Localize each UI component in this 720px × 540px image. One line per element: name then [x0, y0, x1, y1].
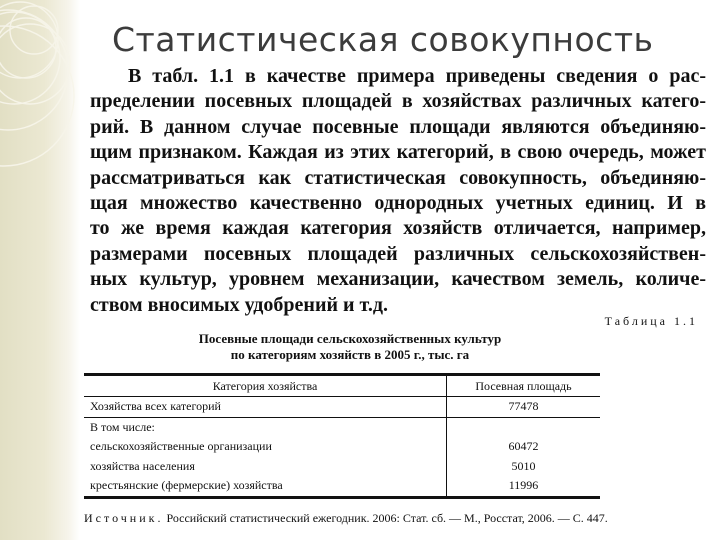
swirl-ornament-icon: [0, 0, 80, 240]
sown-area-table: [84, 373, 600, 499]
category-cell: В том числе:: [84, 417, 447, 437]
value-cell: 60472: [508, 439, 539, 454]
value-cell: 11996: [508, 478, 539, 493]
slide-title: Статистическая совокупность: [112, 20, 654, 59]
source-text: Российский статистический ежегодник. 2006: Стат. сб. — М., Росстат, 2006. — С. 447.: [166, 511, 608, 525]
table-number-label: Таблица 1.1: [604, 314, 698, 328]
table-row: [84, 437, 600, 457]
scanned-page: [80, 62, 708, 540]
table-row: [84, 457, 600, 477]
table-source-note: [84, 511, 624, 526]
paragraph-line: рий. В данном случае посевные площади являются объединяю-: [90, 115, 706, 138]
table-row: [84, 397, 600, 418]
paragraph-line: рассматриваться как статистическая совокупность, объединяю-: [90, 166, 706, 189]
paragraph-line: щим признаком. Каждая из этих категорий, в свою очередь, может: [90, 141, 706, 164]
paragraph-line: то же время каждая категория хозяйств отличается, например,: [90, 217, 706, 240]
category-cell: хозяйства населения: [84, 457, 447, 477]
paragraph-line: ством вносимых удобрений и т.д.: [90, 293, 388, 316]
paragraph-line: ных культур, уровнем механизации, качеством земель, количе-: [90, 268, 706, 291]
source-label: Источник.: [84, 511, 164, 525]
column-header-category: Категория хозяйства: [84, 375, 447, 397]
table-title-line: по категориям хозяйств в 2005 г., тыс. га: [230, 347, 470, 362]
value-cell: [447, 417, 601, 437]
category-cell: сельскохозяйственные организации: [84, 437, 447, 457]
column-header-area: Посевная площадь: [447, 375, 601, 397]
category-cell: Хозяйства всех категорий: [84, 397, 447, 418]
table-title: [140, 331, 560, 363]
table-row: [84, 476, 600, 497]
paragraph-line: В табл. 1.1 в качестве примера приведены сведения о рас-: [128, 65, 706, 87]
paragraph-line: щая множество качественно однородных учетных единиц. И в: [90, 192, 706, 215]
decorative-sidebar: [0, 0, 80, 540]
table-title-line: Посевные площади сельскохозяйственных культур: [198, 331, 502, 346]
paragraph-line: пределении посевных площадей в хозяйствах различных катего-: [90, 90, 706, 113]
value-cell: 77478: [447, 397, 601, 418]
table-row: [84, 417, 600, 437]
category-cell: крестьянские (фермерские) хозяйства: [84, 476, 447, 497]
body-paragraph: [90, 64, 706, 318]
value-cell: 5010: [511, 458, 536, 473]
paragraph-line: размерами посевных площадей различных сельскохозяйствен-: [90, 242, 706, 265]
